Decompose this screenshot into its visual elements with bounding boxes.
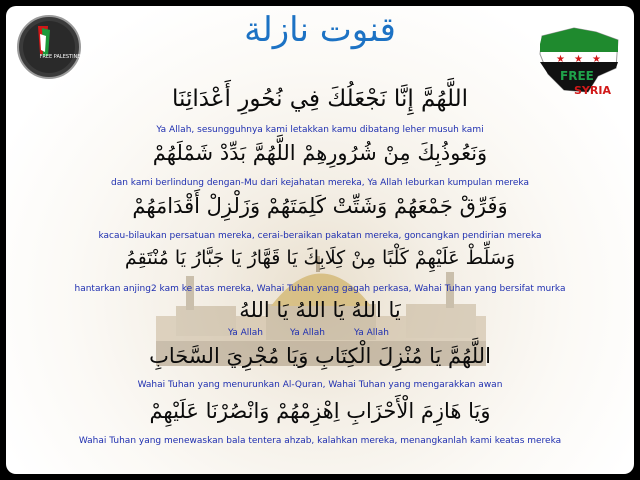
arabic-line-6: اللَّهُمَّ يَا مُنْزِلَ الْكِتَابِ وَيَا مُجْرِيَ السَّحَابِ bbox=[149, 344, 491, 368]
translation-line-3: kacau-bilaukan persatuan mereka, cerai-beraikan pakatan mereka, goncangkan pendirian mereka bbox=[98, 231, 542, 241]
arabic-line-2: وَنَعُوذُبِكَ مِنْ شُرُورِهِمْ اللَّهُمَّ بَدِّدْ شَمْلَهُمْ bbox=[152, 141, 488, 165]
arabic-line-5: يَا اللهُ يَا اللهُ يَا اللهُ bbox=[239, 298, 401, 322]
ya-allah-row bbox=[6, 328, 634, 342]
translation-line-2: dan kami berlindung dengan-Mu dari kejahatan mereka, Ya Allah leburkan kumpulan mereka bbox=[111, 178, 529, 188]
translation-line-1: Ya Allah, sesungguhnya kami letakkan kamu dibatang leher musuh kami bbox=[156, 125, 484, 135]
arabic-line-3: وَفَرِّقْ جَمْعَهُمْ وَشَتِّتْ كَلِمَتَهُمْ وَزَلْزِلْ أَقْدَامَهُمْ bbox=[132, 194, 508, 218]
ya-allah-label-2: Ya Allah bbox=[290, 328, 326, 338]
ya-allah-label-3: Ya Allah bbox=[354, 328, 390, 338]
translation-line-4: hantarkan anjing2 kam ke atas mereka, Wahai Tuhan yang gagah perkasa, Wahai Tuhan yang bersifat murka bbox=[74, 284, 566, 294]
svg-text:★: ★ bbox=[556, 54, 565, 65]
free-palestine-text: FREE PALESTINE bbox=[39, 54, 81, 60]
arabic-line-4: وَسَلِّطْ عَلَيْهِمْ كَلْبًا مِنْ كِلَابِكَ يَا قَهَّارُ يَا جَبَّارُ يَا مُنْتَقِمُ bbox=[124, 247, 516, 269]
svg-text:★: ★ bbox=[574, 54, 583, 65]
page-title: قنوت نازلة bbox=[244, 10, 396, 50]
prayer-card bbox=[6, 6, 634, 474]
svg-text:★: ★ bbox=[592, 54, 601, 65]
syria-text: SYRIA bbox=[574, 84, 611, 97]
arabic-line-7: وَيَا هَازِمَ الْأَحْزَابِ اِهْزِمْهُمْ وَانْصُرْنَا عَلَيْهِمْ bbox=[149, 399, 491, 423]
arabic-line-1: اللَّهُمَّ إِنَّا نَجْعَلُكَ فِي نُحُورِ أَعْدَائِنَا bbox=[172, 86, 468, 112]
ya-allah-label-1: Ya Allah bbox=[228, 328, 264, 338]
translation-line-6: Wahai Tuhan yang menurunkan Al-Quran, Wahai Tuhan yang mengarakkan awan bbox=[137, 380, 503, 390]
free-text: FREE bbox=[560, 69, 594, 83]
translation-line-7: Wahai Tuhan yang menewaskan bala tentera ahzab, kalahkan mereka, menangkanlah kami keatas mereka bbox=[78, 436, 562, 446]
